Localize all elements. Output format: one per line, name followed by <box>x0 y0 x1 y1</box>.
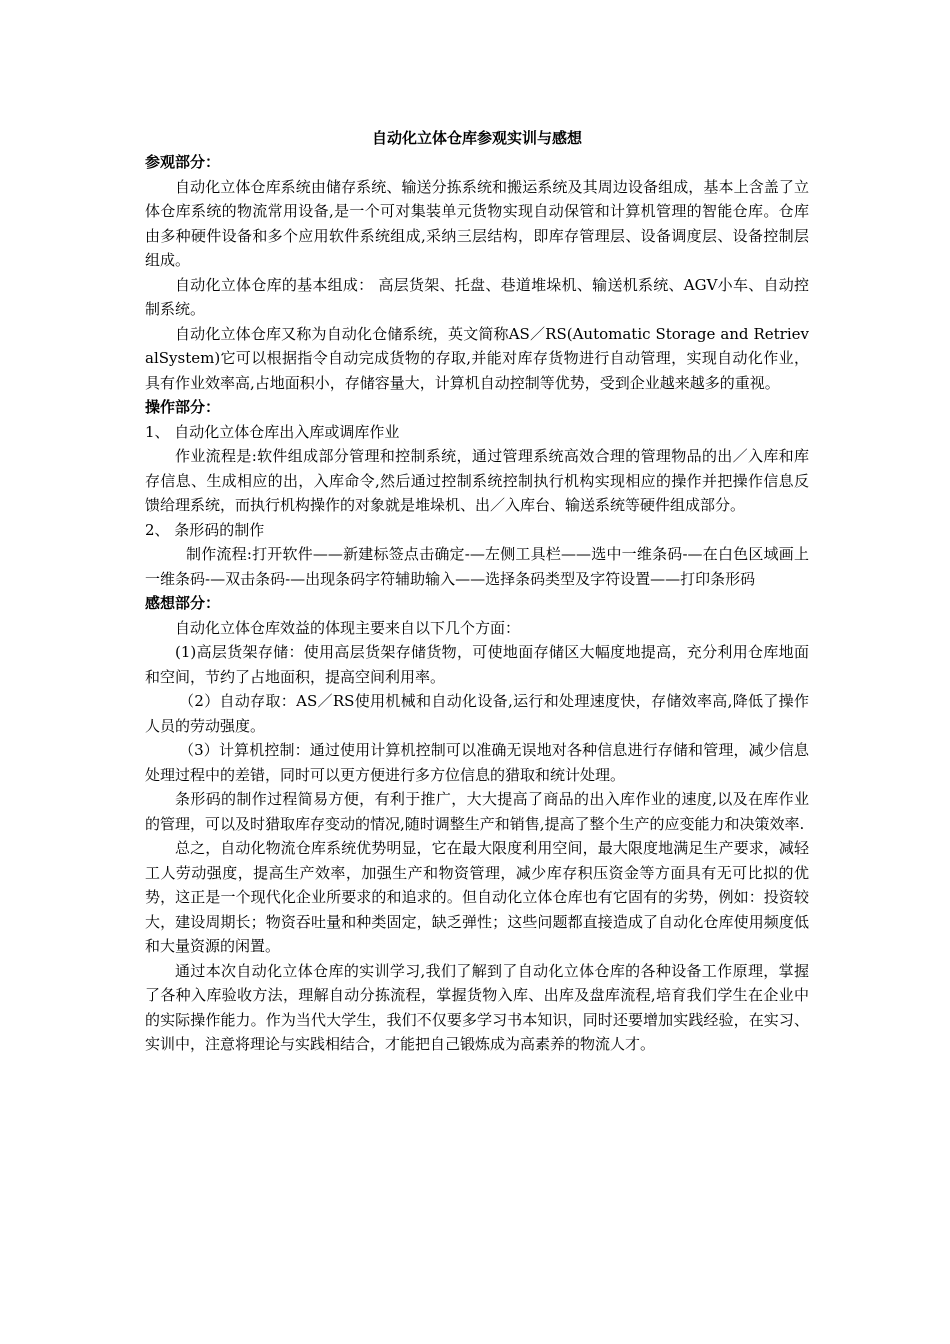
section-heading-operation: 操作部分： <box>145 398 221 416</box>
paragraph: (1)高层货架存储：使用高层货架存储货物，可使地面存储区大幅度地提高，充分利用仓库地面和空间，节约了占地面积，提高空间利用率。 <box>145 643 809 686</box>
paragraph: 作业流程是:软件组成部分管理和控制系统，通过管理系统高效合理的管理物品的出／入库和库存信息、生成相应的出，入库命令,然后通过控制系统控制执行机构实现相应的操作并把操作信息反馈给理系统，而执行机构操作的对象就是堆垛机、出／入库台、输送系统等硬件组成部分。 <box>145 447 809 514</box>
paragraph: 制作流程:打开软件——新建标签点击确定-—左侧工具栏——选中一维条码-—在白色区域画上一维条码-—双击条码-—出现条码字符辅助输入——选择条码类型及字符设置——打印条形码 <box>145 545 809 588</box>
paragraph: 总之，自动化物流仓库系统优势明显，它在最大限度利用空间，最大限度地满足生产要求，减轻工人劳动强度，提高生产效率，加强生产和物资管理，减少库存积压资金等方面具有无可比拟的优势，这正是一个现代化企业所要求的和追求的。但自动化立体仓库也有它固有的劣势，例如：投资较大，建设周期长；物资吞吐量和种类固定，缺乏弹性；这些问题都直接造成了自动化仓库使用频度低和大量资源的闲置。 <box>145 839 809 955</box>
paragraph: 条形码的制作过程简易方便，有利于推广，大大提高了商品的出入库作业的速度,以及在库作业的管理，可以及时猎取库存变动的情况,随时调整生产和销售,提高了整个生产的应变能力和决策效率. <box>145 790 809 833</box>
section-heading-visit: 参观部分： <box>145 153 221 171</box>
paragraph: 通过本次自动化立体仓库的实训学习,我们了解到了自动化立体仓库的各种设备工作原理，掌握了各种入库验收方法，理解自动分拣流程，掌握货物入库、出库及盘库流程,培育我们学生在企业中的实际操作能力。作为当代大学生，我们不仅要多学习书本知识，同时还要增加实践经验，在实习、实训中，注意将理论与实践相结合，才能把自己锻炼成为高素养的物流人才。 <box>145 961 809 1053</box>
section-heading-reflection: 感想部分： <box>145 594 221 612</box>
paragraph: 自动化立体仓库效益的体现主要来自以下几个方面： <box>175 618 521 637</box>
list-item-heading: 1、 自动化立体仓库出入库或调库作业 <box>145 422 400 441</box>
document-page <box>145 126 809 1057</box>
paragraph: 自动化立体仓库又称为自动化仓储系统，英文简称AS／RS(Automatic Storage and RetrievalSystem)它可以根据指令自动完成货物的存取,并能对库存货物进行自动管理，实现自动化作业，具有作业效率高,占地面积小，存储容量大，计算机自动控制等优势，受到企业越来越多的重视。 <box>145 324 809 392</box>
paragraph: 自动化立体仓库的基本组成： 高层货架、托盘、巷道堆垛机、输送机系统、AGV小车、自动控制系统。 <box>145 275 809 318</box>
paragraph: 自动化立体仓库系统由储存系统、输送分拣系统和搬运系统及其周边设备组成，基本上含盖了立体仓库系统的物流常用设备,是一个可对集装单元货物实现自动保管和计算机管理的智能仓库。仓库由多种硬件设备和多个应用软件系统组成,采纳三层结构，即库存管理层、设备调度层、设备控制层组成。 <box>145 177 809 269</box>
list-item-heading: 2、 条形码的制作 <box>145 520 265 539</box>
paragraph: （3）计算机控制：通过使用计算机控制可以准确无误地对各种信息进行存储和管理，减少信息处理过程中的差错，同时可以更方便进行多方位信息的猎取和统计处理。 <box>145 741 809 784</box>
paragraph: （2）自动存取：AS／RS使用机械和自动化设备,运行和处理速度快，存储效率高,降低了操作人员的劳动强度。 <box>145 692 809 735</box>
document-title: 自动化立体仓库参观实训与感想 <box>371 129 582 147</box>
